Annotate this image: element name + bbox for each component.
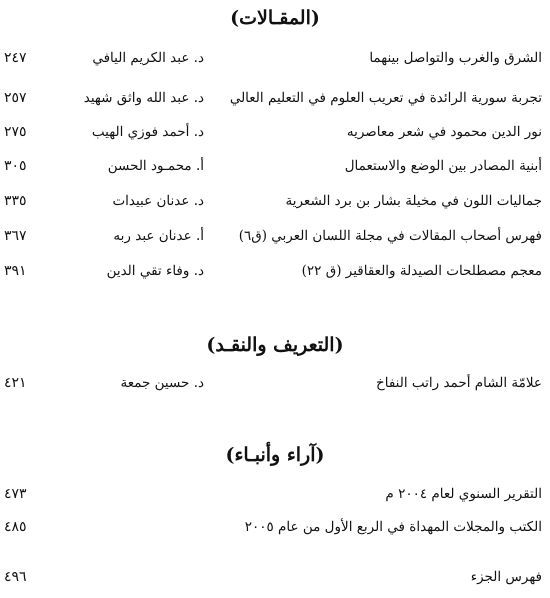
entry-title: التقرير السنوي لعام ٢٠٠٤ م xyxy=(385,486,542,502)
entry-page-number: ٣٣٥ xyxy=(4,193,27,209)
toc-entry xyxy=(0,154,550,178)
entry-page-number: ٣٠٥ xyxy=(4,158,27,174)
entry-page-number: ٢٤٧ xyxy=(4,50,27,66)
toc-entry xyxy=(0,515,550,539)
entry-author: د. عبد الله واثق شهيد xyxy=(83,90,204,106)
section-heading-opinions-news: (آراء وأنبـاء) xyxy=(225,444,325,466)
toc-entry xyxy=(0,46,550,70)
entry-title: علامّة الشام أحمد راتب النفاخ xyxy=(376,375,542,391)
entry-page-number: ٣٦٧ xyxy=(4,228,27,244)
entry-author: د. وفاء تقي الدين xyxy=(106,263,204,279)
entry-title: تجربة سورية الرائدة في تعريب العلوم في التعليم العالي xyxy=(229,90,542,106)
toc-entry xyxy=(0,189,550,213)
entry-title: نور الدين محمود في شعر معاصريه xyxy=(346,124,542,140)
toc-entry xyxy=(0,120,550,144)
entry-page-number: ٤٨٥ xyxy=(4,519,27,535)
entry-page-number: ٤٧٣ xyxy=(4,486,27,502)
entry-page-number: ٢٧٥ xyxy=(4,124,27,140)
entry-author: د. حسين جمعة xyxy=(120,375,204,391)
entry-page-number: ٤٩٦ xyxy=(4,569,27,585)
toc-entry xyxy=(0,224,550,248)
entry-author: د. أحمد فوزي الهيب xyxy=(91,124,204,140)
entry-page-number: ٣٩١ xyxy=(4,263,27,279)
section-heading-articles: (المقـالات) xyxy=(230,7,320,29)
toc-entry xyxy=(0,371,550,395)
entry-title: الكتب والمجلات المهداة في الربع الأول من عام ٢٠٠٥ xyxy=(244,519,542,535)
toc-entry xyxy=(0,86,550,110)
entry-author: د. عدنان عبيدات xyxy=(112,193,204,209)
entry-page-number: ٤٢١ xyxy=(4,375,27,391)
entry-author: د. عبد الكريم اليافي xyxy=(92,50,204,66)
entry-author: أ. محمـود الحسن xyxy=(107,158,204,174)
toc-entry xyxy=(0,259,550,283)
toc-entry xyxy=(0,482,550,506)
entry-title: الشرق والغرب والتواصل بينهما xyxy=(369,50,542,66)
entry-title: فهرس أصحاب المقالات في مجلة اللسان العربي (ق٦) xyxy=(238,228,542,244)
entry-author: أ. عدنان عبد ربه xyxy=(113,228,204,244)
section-heading-review: (التعريف والنقـد) xyxy=(206,334,344,356)
entry-title: أبنية المصادر بين الوضع والاستعمال xyxy=(344,158,542,174)
entry-page-number: ٢٥٧ xyxy=(4,90,27,106)
entry-title: فهرس الجزء xyxy=(470,569,542,585)
entry-title: جماليات اللون في مخيلة بشار بن برد الشعرية xyxy=(285,193,542,209)
toc-entry xyxy=(0,565,550,589)
entry-title: معجم مصطلحات الصيدلة والعقاقير (ق ٢٢) xyxy=(301,263,542,279)
